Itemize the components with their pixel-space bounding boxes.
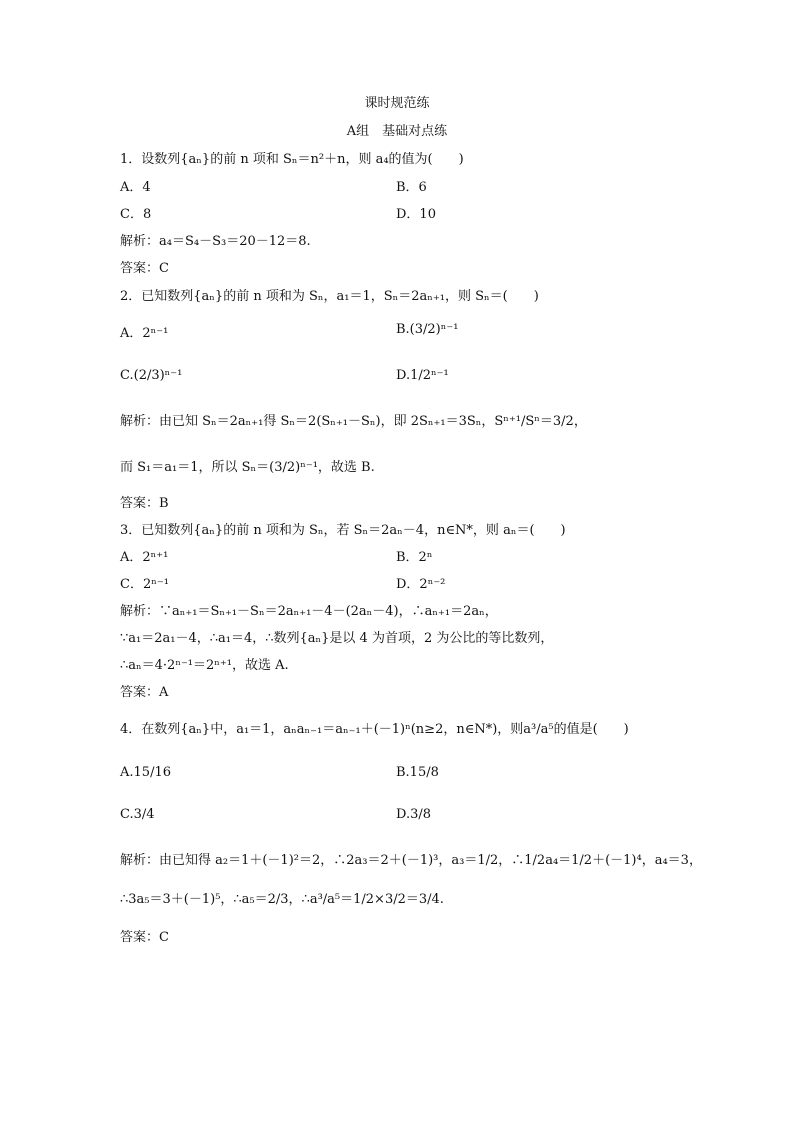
question-1-option-c: C．8 bbox=[120, 207, 152, 222]
question-3-option-c: C．2ⁿ⁻¹ bbox=[120, 577, 169, 592]
question-3-option-b: B．2ⁿ bbox=[396, 550, 433, 565]
question-1-analysis: 解析：a₄＝S₄－S₃＝20－12＝8. bbox=[120, 234, 311, 249]
question-4-answer: 答案：C bbox=[120, 930, 169, 945]
question-2-option-a: A．2ⁿ⁻¹ bbox=[120, 326, 169, 341]
page-title: 课时规范练 bbox=[364, 96, 430, 111]
question-1-option-b: B．6 bbox=[396, 180, 427, 195]
question-3-option-d: D．2ⁿ⁻² bbox=[396, 577, 446, 592]
question-4-option-b: B.15/8 bbox=[396, 765, 439, 780]
question-4-stem: 4．在数列{aₙ}中，a₁＝1，aₙaₙ₋₁＝aₙ₋₁＋(－1)ⁿ(n≥2，n∈N*)，则a³/a⁵的值是( ) bbox=[120, 722, 629, 737]
question-3-answer: 答案：A bbox=[120, 685, 169, 700]
question-2-option-c: C.(2/3)ⁿ⁻¹ bbox=[120, 368, 183, 383]
question-2-analysis-line-1: 解析：由已知 Sₙ＝2aₙ₊₁得 Sₙ＝2(Sₙ₊₁－Sₙ)，即 2Sₙ₊₁＝3Sₙ，Sⁿ⁺¹/Sⁿ＝3/2， bbox=[120, 414, 587, 429]
question-3-stem: 3．已知数列{aₙ}的前 n 项和为 Sₙ，若 Sₙ＝2aₙ－4，n∈N*，则 aₙ＝( ) bbox=[120, 523, 566, 538]
question-3-analysis-line-1: 解析：∵aₙ₊₁＝Sₙ₊₁－Sₙ＝2aₙ₊₁－4－(2aₙ－4)，∴aₙ₊₁＝2aₙ， bbox=[120, 604, 498, 619]
question-3-option-a: A．2ⁿ⁺¹ bbox=[120, 550, 169, 565]
question-2-option-d: D.1/2ⁿ⁻¹ bbox=[396, 368, 449, 383]
question-2-answer: 答案：B bbox=[120, 496, 169, 511]
question-4-analysis-line-1: 解析：由已知得 a₂＝1＋(－1)²＝2，∴2a₃＝2＋(－1)³，a₃＝1/2，∴1/2a₄＝1/2＋(－1)⁴，a₄＝3， bbox=[120, 853, 702, 868]
question-4-option-c: C.3/4 bbox=[120, 807, 155, 822]
question-4-option-a: A.15/16 bbox=[120, 765, 171, 780]
question-2-stem: 2．已知数列{aₙ}的前 n 项和为 Sₙ，a₁＝1，Sₙ＝2aₙ₊₁，则 Sₙ＝( ) bbox=[120, 289, 539, 304]
question-4-option-d: D.3/8 bbox=[396, 807, 432, 822]
section-title: A组 基础对点练 bbox=[346, 124, 448, 139]
question-4-analysis-line-2: ∴3a₅＝3＋(－1)⁵，∴a₅＝2/3，∴a³/a⁵＝1/2×3/2＝3/4. bbox=[120, 892, 444, 907]
question-3-analysis-line-3: ∴aₙ＝4·2ⁿ⁻¹＝2ⁿ⁺¹，故选 A. bbox=[120, 658, 289, 673]
question-1-option-a: A．4 bbox=[120, 180, 151, 195]
question-1-stem: 1．设数列{aₙ}的前 n 项和 Sₙ＝n²＋n，则 a₄的值为( ) bbox=[120, 152, 464, 167]
question-2-option-b: B.(3/2)ⁿ⁻¹ bbox=[396, 322, 459, 337]
question-1-option-d: D．10 bbox=[396, 207, 436, 222]
question-2-analysis-line-2: 而 S₁＝a₁＝1，所以 Sₙ＝(3/2)ⁿ⁻¹，故选 B. bbox=[120, 460, 375, 475]
question-1-answer: 答案：C bbox=[120, 261, 169, 276]
question-3-analysis-line-2: ∵a₁＝2a₁－4，∴a₁＝4，∴数列{aₙ}是以 4 为首项，2 为公比的等比数列， bbox=[120, 631, 554, 646]
